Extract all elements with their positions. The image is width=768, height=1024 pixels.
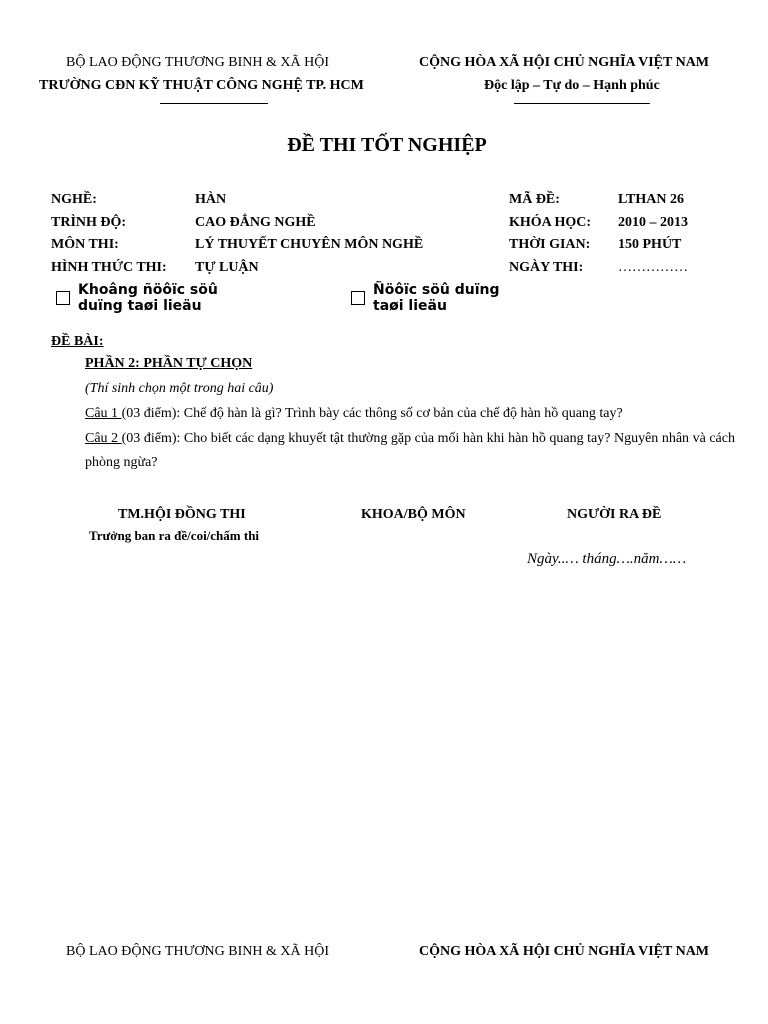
motto-underline — [514, 103, 650, 104]
info-value-level: CAO ĐẲNG NGHỀ — [195, 215, 316, 230]
signature-council-sub: Trưởng ban ra đề/coi/chấm thi — [89, 528, 260, 543]
part-title: PHẦN 2: PHẦN TỰ CHỌN — [85, 356, 253, 371]
checkbox-not-allowed-label: Khoâng ñöôïc söû duïng taøi lieäu — [78, 282, 218, 314]
part-instruction: (Thí sinh chọn một trong hai câu) — [85, 381, 274, 396]
checkbox-allowed-label: Ñöôïc söû duïng taøi lieäu — [373, 282, 500, 314]
info-label-format: HÌNH THỨC THI: — [51, 260, 167, 275]
info-label-date: NGÀY THI: — [509, 260, 584, 275]
info-value-trade: HÀN — [195, 192, 227, 207]
exam-title: ĐỀ THI TỐT NGHIỆP — [287, 134, 487, 156]
national-motto: Độc lập – Tự do – Hạnh phúc — [484, 78, 660, 93]
exam-heading: ĐỀ BÀI: — [51, 334, 104, 349]
info-value-subject: LÝ THUYẾT CHUYÊN MÔN NGHỀ — [195, 237, 424, 252]
signature-author: NGƯỜI RA ĐỀ — [567, 507, 662, 522]
info-value-course: 2010 – 2013 — [618, 215, 688, 230]
school-name: TRƯỜNG CĐN KỸ THUẬT CÔNG NGHỆ TP. HCM — [39, 78, 364, 93]
checkbox-allowed[interactable] — [351, 291, 365, 305]
info-label-code: MÃ ĐỀ: — [509, 192, 560, 207]
info-value-code: LTHAN 26 — [618, 192, 685, 207]
question-2-label: Câu 2 — [85, 431, 122, 446]
info-label-level: TRÌNH ĐỘ: — [51, 215, 127, 230]
question-2-text: (03 điểm): Cho biết các dạng khuyết tật thường gặp của mối hàn khi hàn hồ quang tay? Nguyên nhân và cách phòng ngừa? — [85, 431, 735, 470]
info-label-trade: NGHỀ: — [51, 192, 97, 207]
footer-republic-name: CỘNG HÒA XÃ HỘI CHỦ NGHĨA VIỆT NAM — [419, 944, 710, 959]
school-underline — [160, 103, 268, 104]
question-1 — [85, 402, 735, 426]
question-1-text: (03 điểm): Chế độ hàn là gì? Trình bày các thông số cơ bản của chế độ hàn hồ quang tay? — [121, 406, 623, 421]
republic-name: CỘNG HÒA XÃ HỘI CHỦ NGHĨA VIỆT NAM — [419, 55, 710, 70]
info-label-course: KHÓA HỌC: — [509, 215, 592, 230]
info-label-duration: THỜI GIAN: — [509, 237, 591, 252]
info-value-duration: 150 PHÚT — [618, 237, 682, 252]
ministry-name: BỘ LAO ĐỘNG THƯƠNG BINH & XÃ HỘI — [66, 55, 329, 70]
question-2 — [85, 427, 735, 475]
footer-ministry-name: BỘ LAO ĐỘNG THƯƠNG BINH & XÃ HỘI — [66, 944, 329, 959]
info-value-date: …………… — [618, 260, 688, 275]
signature-date-line: Ngày..… tháng….năm…… — [527, 551, 687, 567]
checkbox-not-allowed[interactable] — [56, 291, 70, 305]
question-1-label: Câu 1 — [85, 406, 122, 421]
signature-council: TM.HỘI ĐỒNG THI — [118, 507, 246, 522]
signature-faculty: KHOA/BỘ MÔN — [361, 507, 466, 522]
info-label-subject: MÔN THI: — [51, 237, 119, 252]
info-value-format: TỰ LUẬN — [195, 260, 259, 275]
